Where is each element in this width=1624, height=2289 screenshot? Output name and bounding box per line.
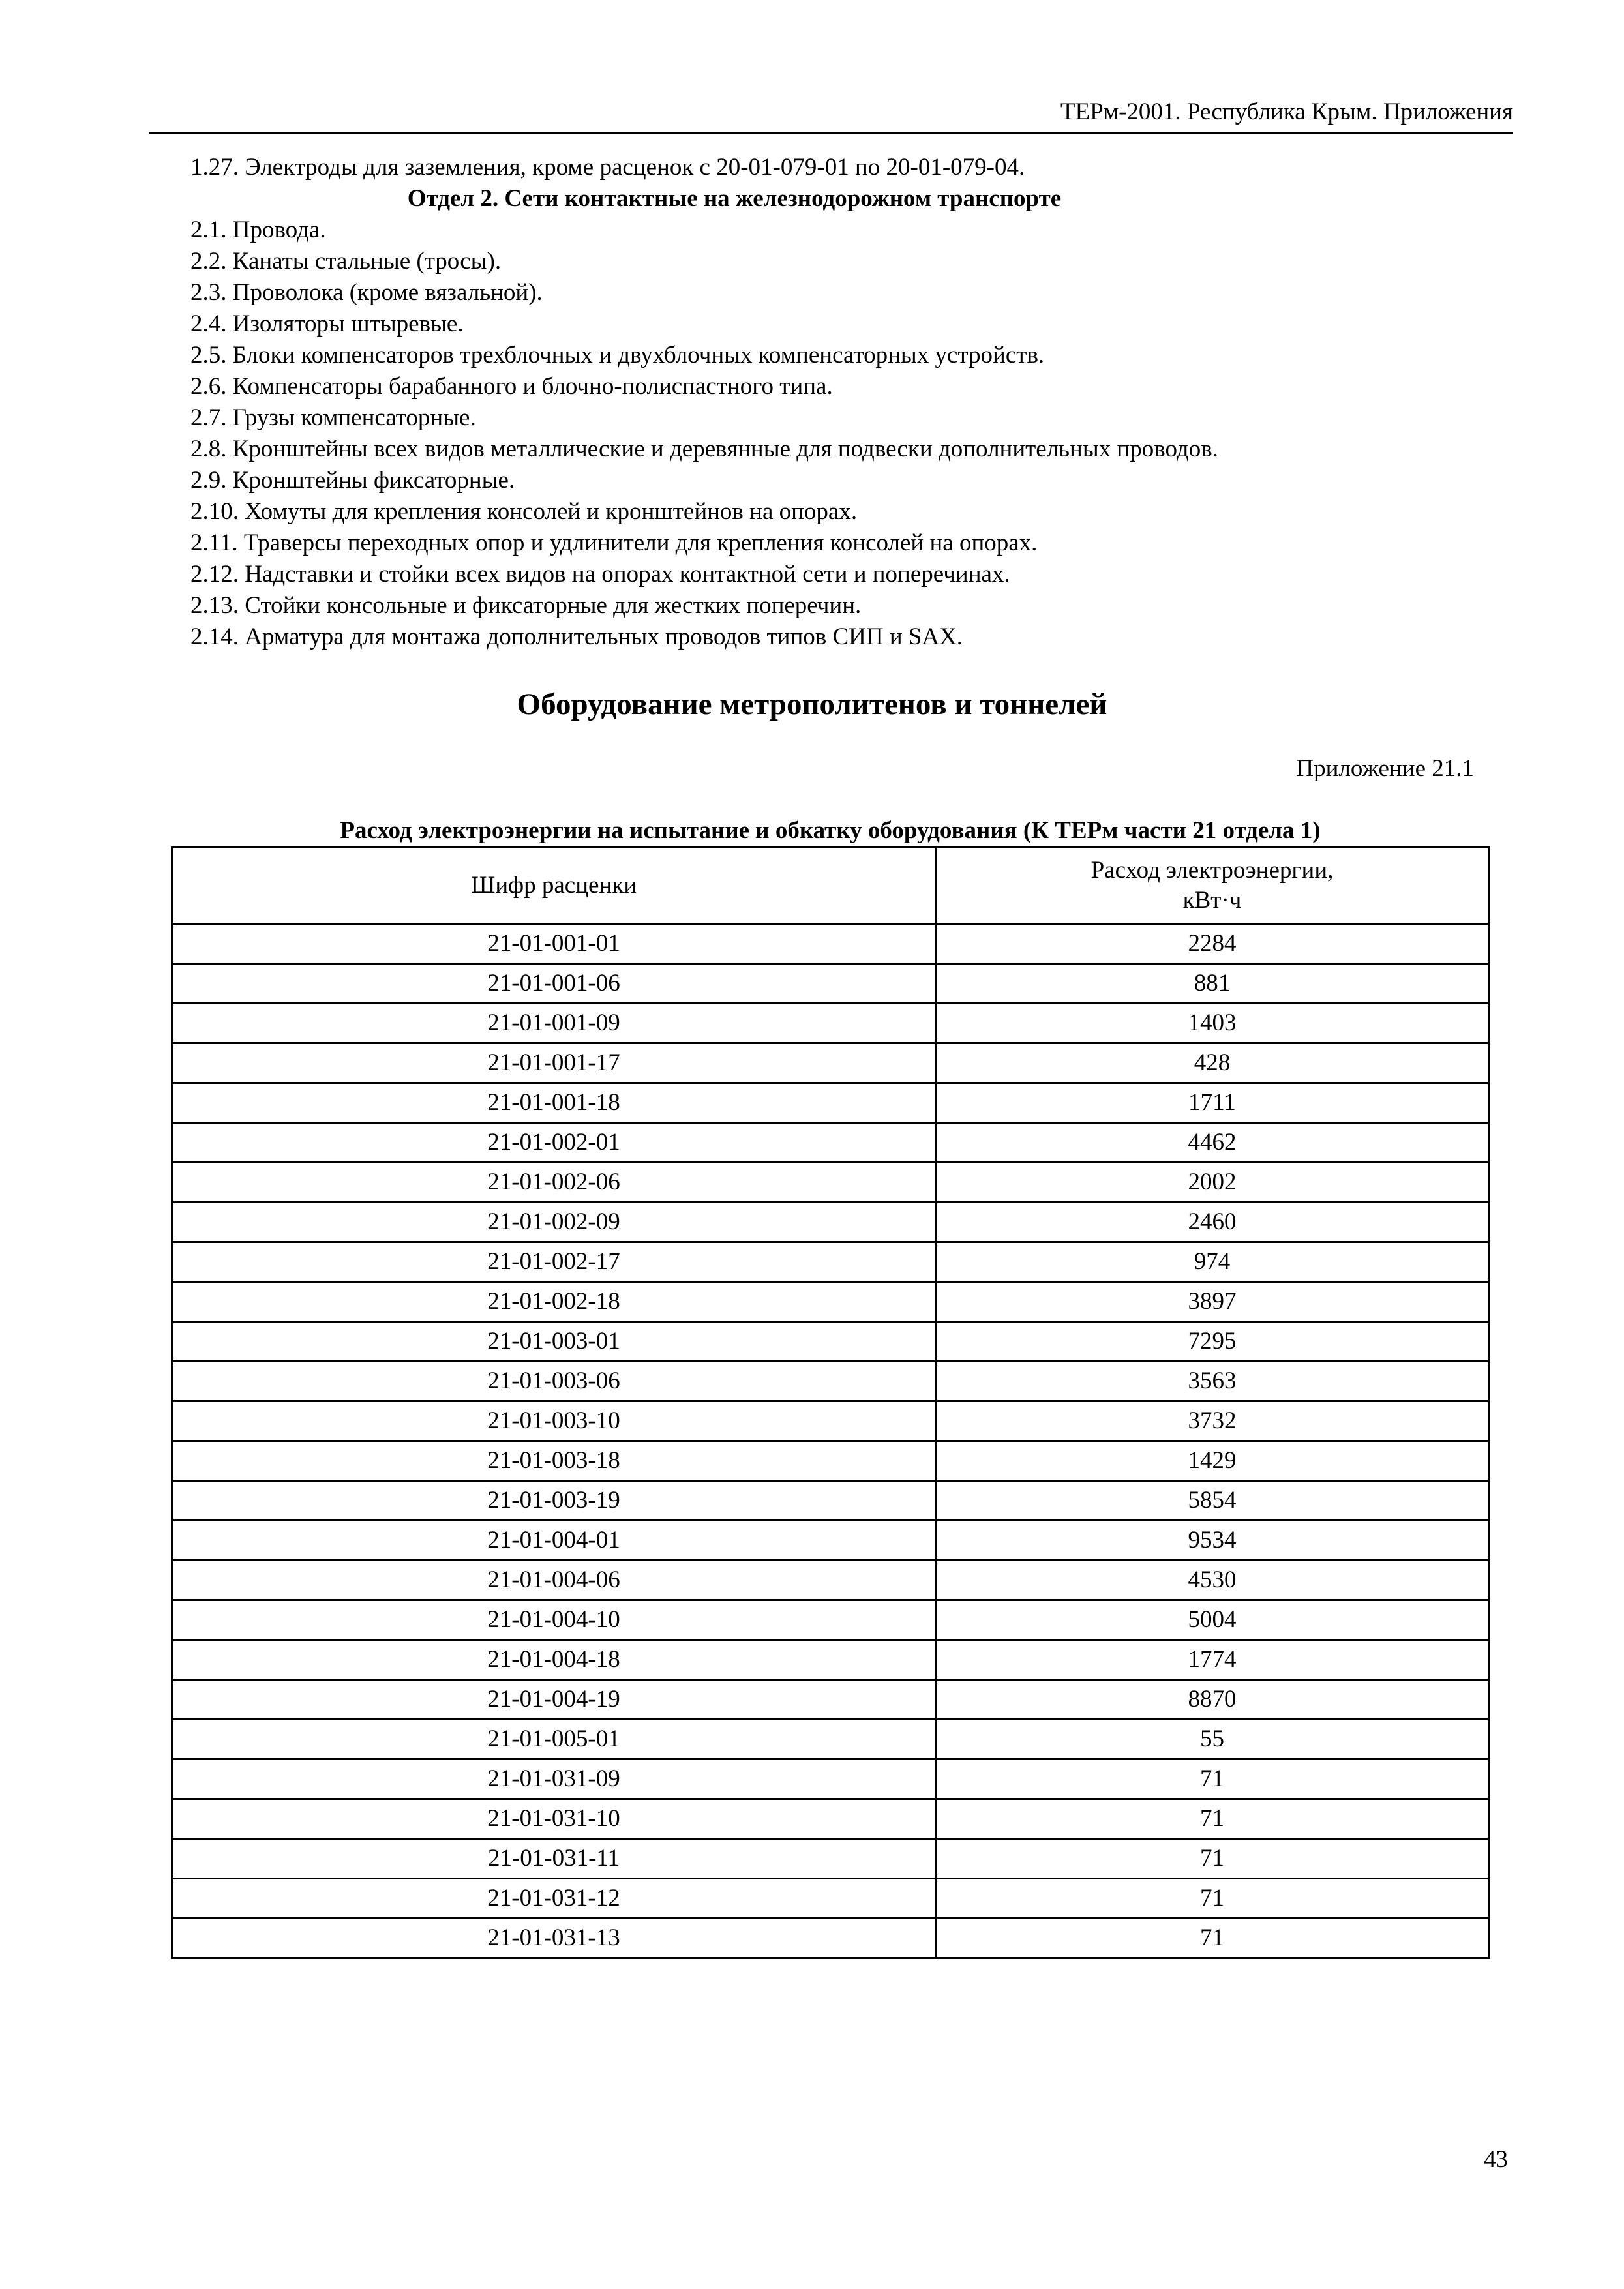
rate-code-cell: 21-01-003-19	[172, 1481, 936, 1521]
table-row	[172, 1322, 1489, 1362]
energy-value-cell: 71	[936, 1919, 1489, 1958]
table-header-row	[172, 848, 1489, 924]
energy-value-cell: 4462	[936, 1123, 1489, 1163]
table-row	[172, 1362, 1489, 1401]
table-row	[172, 1561, 1489, 1600]
energy-value-cell: 3897	[936, 1282, 1489, 1322]
rate-code-cell: 21-01-002-09	[172, 1203, 936, 1242]
rate-code-cell: 21-01-031-10	[172, 1799, 936, 1839]
header-energy-line2: кВт·ч	[1182, 887, 1242, 914]
table-row	[172, 1083, 1489, 1123]
energy-value-cell: 71	[936, 1799, 1489, 1839]
table-row	[172, 1043, 1489, 1083]
energy-value-cell: 55	[936, 1720, 1489, 1759]
energy-value-cell: 4530	[936, 1561, 1489, 1600]
rate-code-cell: 21-01-001-01	[172, 924, 936, 964]
list-item: 2.13. Стойки консольные и фиксаторные для жестких поперечин.	[190, 592, 862, 619]
header-rule	[149, 132, 1513, 134]
list-item: 2.10. Хомуты для крепления консолей и кронштейнов на опорах.	[190, 498, 858, 525]
header-energy-line1: Расход электроэнергии,	[1090, 857, 1334, 884]
energy-value-cell: 8870	[936, 1680, 1489, 1720]
table-row	[172, 1720, 1489, 1759]
rate-code-cell: 21-01-003-10	[172, 1401, 936, 1441]
table-row	[172, 1521, 1489, 1561]
running-header: ТЕРм-2001. Республика Крым. Приложения	[1060, 98, 1513, 125]
table-row	[172, 1919, 1489, 1958]
rate-code-cell: 21-01-031-12	[172, 1879, 936, 1919]
energy-value-cell: 881	[936, 964, 1489, 1004]
energy-value-cell: 5854	[936, 1481, 1489, 1521]
section-heading: Оборудование метрополитенов и тоннелей	[517, 687, 1107, 721]
energy-table	[171, 846, 1490, 1959]
rate-code-cell: 21-01-002-06	[172, 1163, 936, 1203]
list-item: 2.5. Блоки компенсаторов трехблочных и двухблочных компенсаторных устройств.	[190, 342, 1045, 368]
page-number: 43	[1484, 2146, 1508, 2173]
rate-code-cell: 21-01-004-19	[172, 1680, 936, 1720]
energy-value-cell: 7295	[936, 1322, 1489, 1362]
rate-code-cell: 21-01-002-17	[172, 1242, 936, 1282]
rate-code-cell: 21-01-002-01	[172, 1123, 936, 1163]
energy-value-cell: 1711	[936, 1083, 1489, 1123]
table-row	[172, 964, 1489, 1004]
rate-code-cell: 21-01-005-01	[172, 1720, 936, 1759]
table-row	[172, 1879, 1489, 1919]
energy-value-cell: 71	[936, 1839, 1489, 1879]
energy-value-cell: 71	[936, 1879, 1489, 1919]
energy-value-cell: 974	[936, 1242, 1489, 1282]
table-row	[172, 1640, 1489, 1680]
table-caption: Расход электроэнергии на испытание и обкатку оборудования (К ТЕРм части 21 отдела 1)	[340, 817, 1321, 844]
table-row	[172, 924, 1489, 964]
energy-value-cell: 9534	[936, 1521, 1489, 1561]
table-row	[172, 1203, 1489, 1242]
list-block	[190, 152, 1488, 653]
header-code: Шифр расценки	[172, 848, 936, 924]
table-body	[172, 924, 1489, 1958]
rate-code-cell: 21-01-031-13	[172, 1919, 936, 1958]
list-item: 2.1. Провода.	[190, 217, 326, 243]
rate-code-cell: 21-01-003-18	[172, 1441, 936, 1481]
table-row	[172, 1759, 1489, 1799]
energy-value-cell: 1429	[936, 1441, 1489, 1481]
subsection-heading: Отдел 2. Сети контактные на железнодорожном транспорте	[407, 185, 1062, 212]
energy-value-cell: 71	[936, 1759, 1489, 1799]
table-row	[172, 1441, 1489, 1481]
rate-code-cell: 21-01-003-06	[172, 1362, 936, 1401]
rate-code-cell: 21-01-001-17	[172, 1043, 936, 1083]
table-row	[172, 1282, 1489, 1322]
rate-code-cell: 21-01-031-11	[172, 1839, 936, 1879]
energy-value-cell: 5004	[936, 1600, 1489, 1640]
list-item: 2.4. Изоляторы штыревые.	[190, 310, 464, 337]
list-item: 2.2. Канаты стальные (тросы).	[190, 248, 502, 275]
energy-value-cell: 2002	[936, 1163, 1489, 1203]
list-item: 2.12. Надставки и стойки всех видов на опорах контактной сети и поперечинах.	[190, 561, 1010, 588]
rate-code-cell: 21-01-001-09	[172, 1004, 936, 1043]
energy-value-cell: 1403	[936, 1004, 1489, 1043]
table-row	[172, 1600, 1489, 1640]
energy-value-cell: 3732	[936, 1401, 1489, 1441]
rate-code-cell: 21-01-001-18	[172, 1083, 936, 1123]
table-row	[172, 1242, 1489, 1282]
rate-code-cell: 21-01-004-06	[172, 1561, 936, 1600]
rate-code-cell: 21-01-004-10	[172, 1600, 936, 1640]
list-item: 2.3. Проволока (кроме вязальной).	[190, 279, 543, 306]
energy-value-cell: 428	[936, 1043, 1489, 1083]
list-item: 2.14. Арматура для монтажа дополнительных проводов типов СИП и SAX.	[190, 623, 963, 650]
list-item: 2.9. Кронштейны фиксаторные.	[190, 467, 515, 494]
energy-value-cell: 3563	[936, 1362, 1489, 1401]
list-item: 1.27. Электроды для заземления, кроме расценок с 20-01-079-01 по 20-01-079-04.	[190, 154, 1025, 181]
rate-code-cell: 21-01-001-06	[172, 964, 936, 1004]
table-row	[172, 1839, 1489, 1879]
rate-code-cell: 21-01-003-01	[172, 1322, 936, 1362]
table-row	[172, 1163, 1489, 1203]
table-row	[172, 1004, 1489, 1043]
list-item: 2.7. Грузы компенсаторные.	[190, 404, 476, 431]
table-row	[172, 1680, 1489, 1720]
table-row	[172, 1401, 1489, 1441]
table-row	[172, 1799, 1489, 1839]
table-row	[172, 1481, 1489, 1521]
header-energy	[936, 848, 1489, 924]
appendix-label: Приложение 21.1	[1296, 755, 1474, 782]
table-row	[172, 1123, 1489, 1163]
rate-code-cell: 21-01-002-18	[172, 1282, 936, 1322]
list-item: 2.11. Траверсы переходных опор и удлинители для крепления консолей на опорах.	[190, 530, 1038, 556]
list-item: 2.6. Компенсаторы барабанного и блочно-полиспастного типа.	[190, 373, 833, 400]
rate-code-cell: 21-01-031-09	[172, 1759, 936, 1799]
rate-code-cell: 21-01-004-01	[172, 1521, 936, 1561]
rate-code-cell: 21-01-004-18	[172, 1640, 936, 1680]
energy-value-cell: 2284	[936, 924, 1489, 964]
energy-value-cell: 1774	[936, 1640, 1489, 1680]
list-item: 2.8. Кронштейны всех видов металлические и деревянные для подвески дополнительных проводов.	[190, 436, 1218, 462]
energy-value-cell: 2460	[936, 1203, 1489, 1242]
